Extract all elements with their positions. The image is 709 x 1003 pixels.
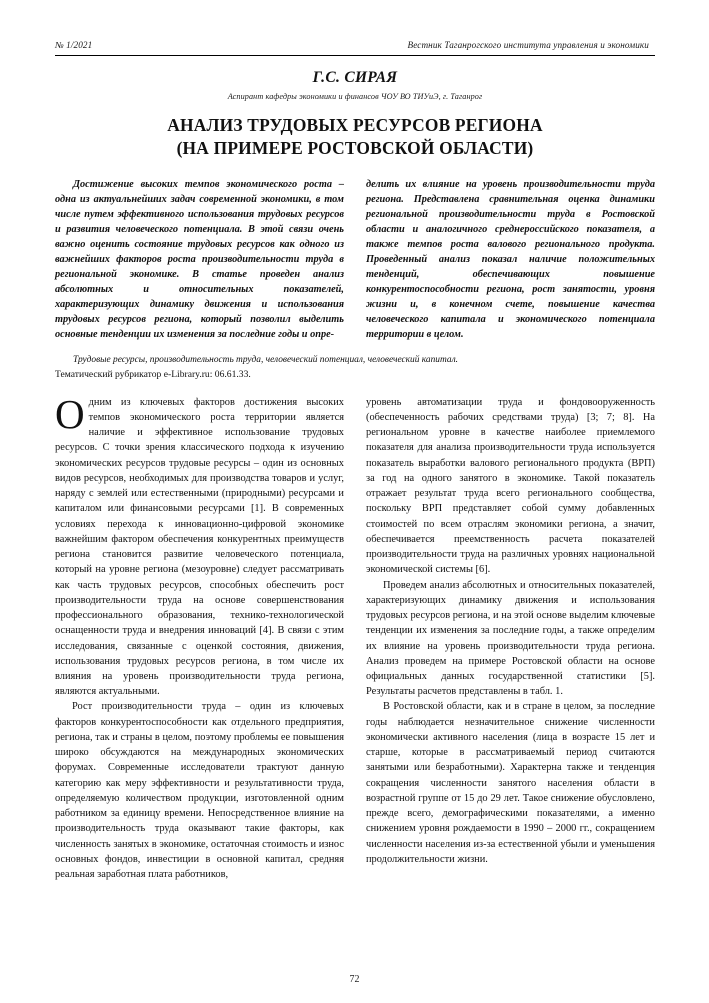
rubricator-code: Тематический рубрикатор e-Library.ru: 06.61.33. [55,369,251,381]
body-paragraph-2: Рост производительности труда – один из ключевых факторов конкурентоспособности как отдельного предприятия, региона, так и страны в целом, поэтому проблемы ее повышения широко обсуждаются на международных экономических форумах. Современные исследователи трактуют данную категорию как меру эффективности и результативности труда, определяемую количеством продукции, изготовленной одним работником за единицу времени. Непосредственное влияние на производительность труда оказывают такие факторы, как численность занятых в экономике, остаточная стоимость и износ основных фондов, инвестиции в основной капитал, средняя реальная заработная плата работников, [55,701,344,881]
journal-name: Вестник Таганрогского института управления и экономики [407,40,649,50]
abstract-column-right [366,177,655,342]
issue-number: № 1/2021 [55,40,93,50]
title-line-2: (НА ПРИМЕРЕ РОСТОВСКОЙ ОБЛАСТИ) [176,137,534,158]
abstract-column-left [55,177,344,342]
abstract [55,177,655,342]
keywords-list: Трудовые ресурсы, производительность труда, человеческий потенциал, человеческий капитал. [73,355,458,366]
abstract-text-left: Достижение высоких темпов экономического роста – одна из актуальнейших задач современной экономики, в том числе путем эффективного использования трудовых ресурсов и развития человеческого потенциала. В этой связи очень важно оценить состояние трудовых ресурсов как одного из важнейших факторов роста производительности труда в региональной экономике. В статье проведен анализ абсолютных и относительных показателей, характеризующих динамику движения и использования трудовых ресурсов региона, который позволил выделить основные тенденции их изменения за последние годы и опре- [55,178,344,341]
body-paragraph-1-text: дним из ключевых факторов достижения высоких темпов экономического роста территории является наличие и эффективное использование трудовых ресурсов. С точки зрения классического подхода к изучению экономических ресурсов трудовые ресурсы – один из основных видов ресурсов, необходимых для производства товаров и услуг, наряду с землей или естественными (природными) ресурсами и капиталом или финансовыми ресурсами [1]. В современных условиях перехода к инновационно-цифровой экономике важнейшим фактором обеспечения конкурентных преимуществ региона становится развитие человеческого потенциала, который на уровне региона (мезоуровне) следует рассматривать как часть трудовых ресурсов, способных обеспечить рост производительности труда на основе совершенствования профессионального образования, технико-технологической оснащенности труда и внедрения инноваций [4]. В связи с этим исследования, связанные с оценкой состояния, движения, использования трудовых ресурсов региона, в том числе их влияния на уровень производительности труда региона, являются актуальными. [55,396,344,698]
author-affiliation: Аспирант кафедры экономики и финансов ЧОУ ВО ТИУиЭ, г. Таганрог [227,92,483,101]
body-columns [55,390,655,883]
title-line-1: АНАЛИЗ ТРУДОВЫХ РЕСУРСОВ РЕГИОНА [167,115,543,135]
abstract-text-right: делить их влияние на уровень производительности труда региона. Представлена сравнительная оценка динамики региональной производительности труда в Ростовской области и аналогичного среднероссийского показателя, а также темпов роста валового регионального продукта. Проведенный анализ показал наличие положительных тенденций, обеспечивающих повышение конкурентоспособности региона, рост занятости, уровня жизни и, в конечном счете, повышение качества человеческого капитала и экономического потенциала территории в целом. [366,178,655,341]
author-name: Г.С. СИРАЯ [312,69,398,86]
header-divider [55,55,655,56]
page-number: 72 [349,974,360,985]
page-title [55,114,655,160]
body-column-right [366,395,655,883]
body-paragraph-1 [55,390,344,700]
page-content [55,40,655,882]
body-paragraph-4: Проведем анализ абсолютных и относительных показателей, характеризующих динамику движения и использования трудовых ресурсов региона, и на этой основе выделим ключевые тенденции их изменения за последние годы, а также определим их влияние на уровень производительности труда региона. Анализ проведем на примере Ростовской области на основе официальных данных государственной статистики [5]. Результаты расчетов представлены в табл. 1. [366,579,655,698]
body-paragraph-3: уровень автоматизации труда и фондовооруженность (обеспеченность рабочих средствами труда) [3; 7; 8]. На региональном уровне в качестве наиболее приемлемого показателя для анализа производительности труда используется показатель выработки валового регионального продукта (ВРП) за год на одного занятого в экономике. Такой показатель отражает результат труда всего регионального сообщества, поскольку ВРП представляет собой сумму добавленных стоимостей по всем отраслям экономики региона, а значит, обеспечивается преемственность расчета показателей производительности труда на различных уровнях национальной экономической системы [6]. [366,396,655,576]
body-paragraph-5: В Ростовской области, как и в стране в целом, за последние годы наблюдается незначительное снижение численности экономически активного населения (лица в возрасте 15 лет и старше, которые в рассматриваемый период считаются занятыми или безработными). Характерна также и тенденция сокращения численности занятого населения области в возрастной группе от 15 до 29 лет. Такое снижение обусловлено, прежде всего, демографическими показателями, а именно снижением уровня рождаемости в 1990 – 2000 гг., сокращением численности населения из-за естественной убыли и уменьшения продолжительности жизни. [366,701,655,865]
drop-cap: О [55,390,85,437]
running-head [55,40,655,53]
body-column-left [55,390,344,883]
